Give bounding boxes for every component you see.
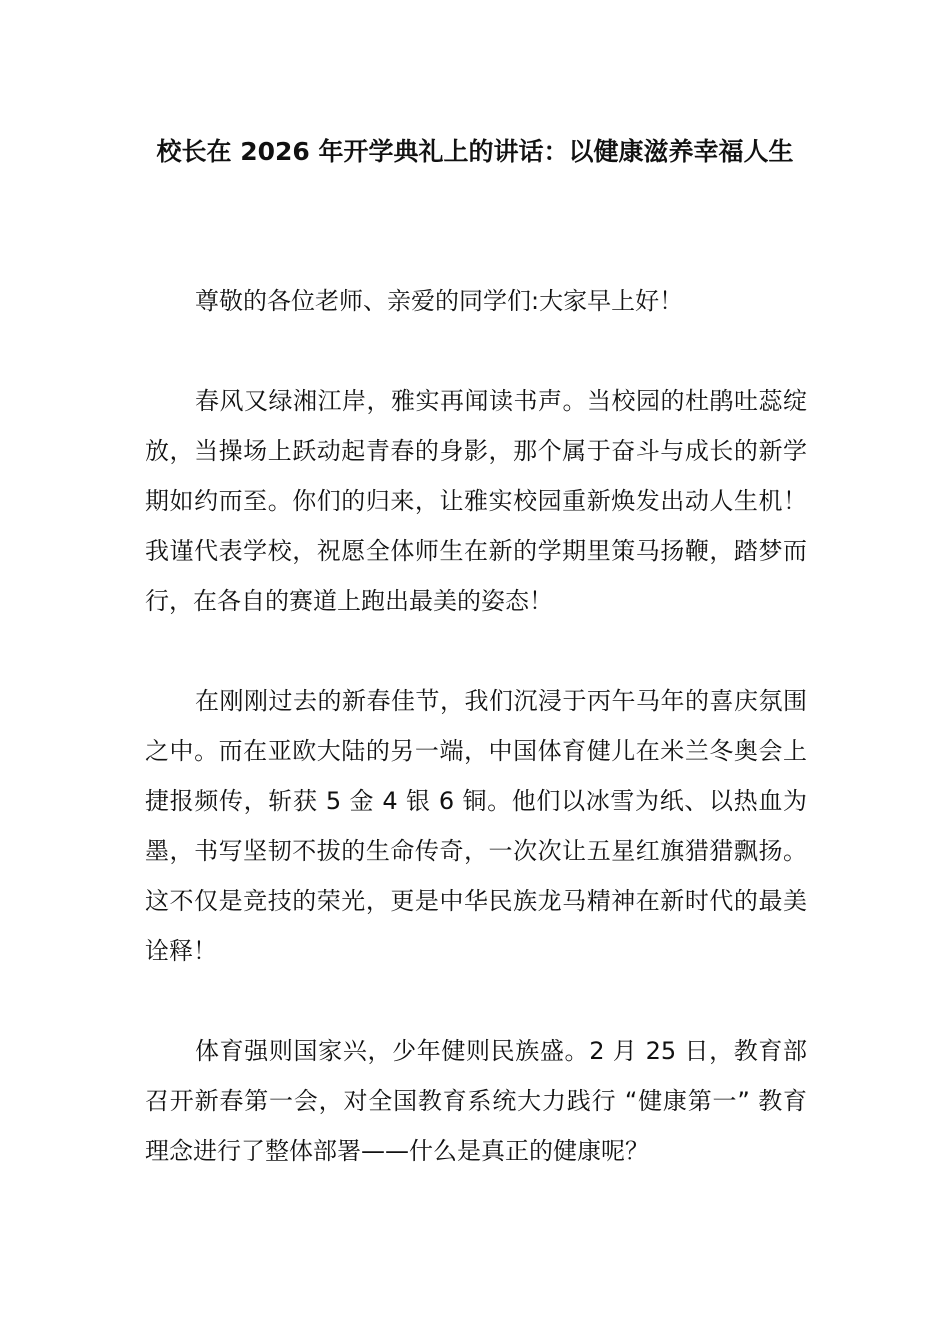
body-paragraph-1: 春风又绿湘江岸，雅实再闻读书声。当校园的杜鹃吐蕊绽放，当操场上跃动起青春的身影，那个属于奋斗与成长的新学期如约而至。你们的归来，让雅实校园重新焕发出动人生机！我谨代表学校，祝愿全体师生在新的学期里策马扬鞭，踏梦而行，在各自的赛道上跑出最美的姿态！	[145, 387, 807, 615]
document-title: 校长在 2026 年开学典礼上的讲话：以健康滋养幸福人生	[156, 137, 794, 166]
body-paragraph-2: 在刚刚过去的新春佳节，我们沉浸于丙午马年的喜庆氛围之中。而在亚欧大陆的另一端，中国体育健儿在米兰冬奥会上捷报频传，斩获 5 金 4 银 6 铜。他们以冰雪为纸、以热血为墨，书写坚韧不拔的生命传奇，一次次让五星红旗猎猎飘扬。这不仅是竞技的荣光，更是中华民族龙马精神在新时代的最美诠释！	[145, 687, 807, 965]
greeting-paragraph: 尊敬的各位老师、亲爱的同学们:大家早上好！	[195, 287, 684, 315]
body-paragraph-3: 体育强则国家兴，少年健则民族盛。2 月 25 日，教育部召开新春第一会，对全国教育系统大力践行 “健康第一” 教育理念进行了整体部署——什么是真正的健康呢？	[145, 1037, 807, 1165]
